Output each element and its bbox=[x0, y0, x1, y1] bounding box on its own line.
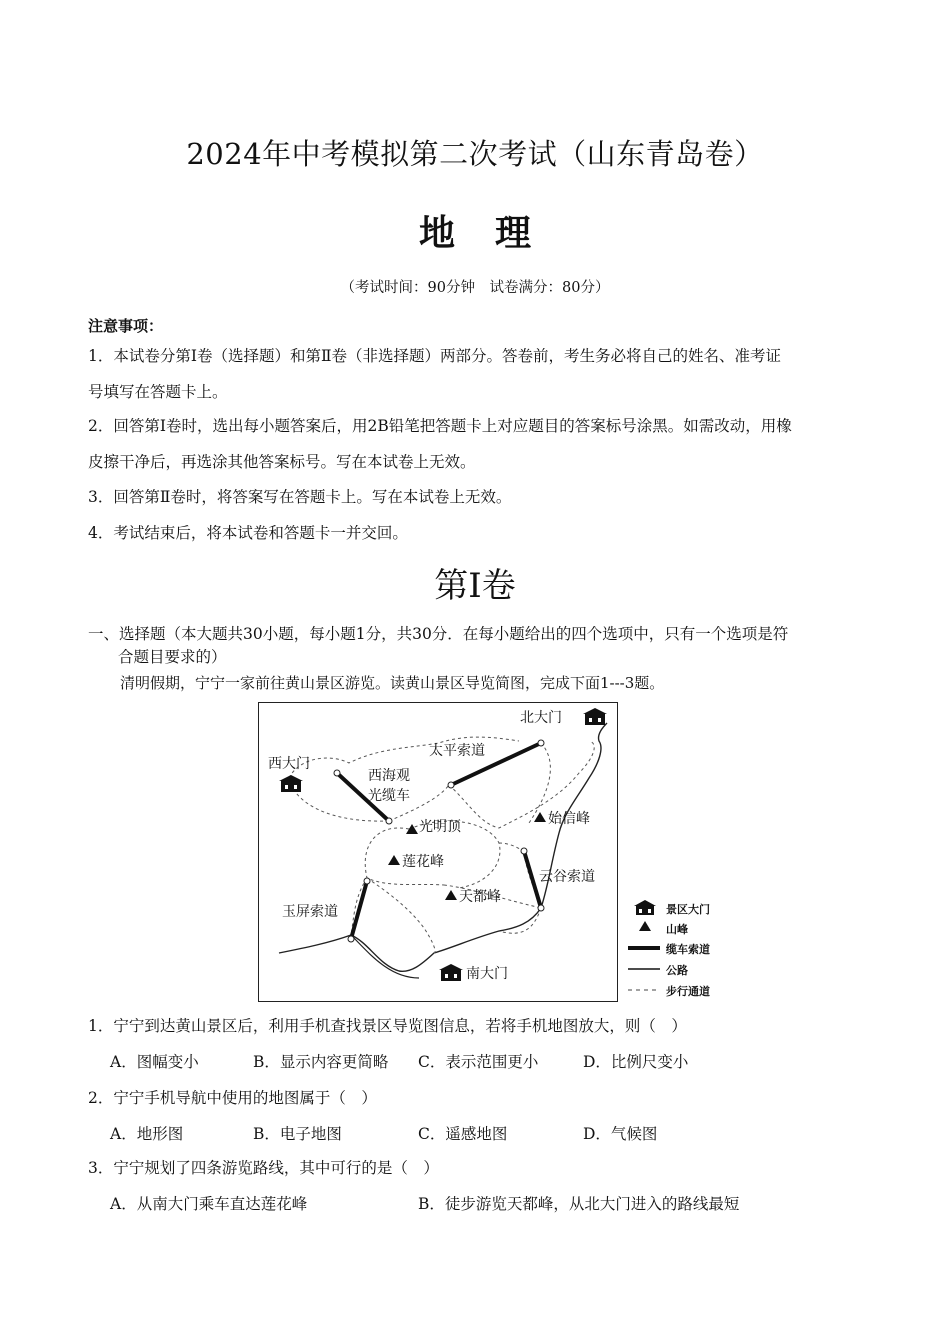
peak-icon bbox=[534, 812, 546, 822]
label-south-gate: 南大门 bbox=[466, 966, 508, 982]
label-yungu: 云谷索道 bbox=[539, 869, 595, 885]
section-heading-line1: 一、选择题（本大题共30小题，每小题1分，共30分．在每小题给出的四个选项中，只有一个选项是符 bbox=[88, 625, 789, 643]
notice-item-2-cont: 皮擦干净后，再选涂其他答案标号。写在本试卷上无效。 bbox=[88, 453, 476, 471]
gate-icon bbox=[634, 900, 656, 915]
map-legend bbox=[622, 895, 732, 1005]
peak-icon bbox=[445, 890, 457, 900]
notice-item-1: 1．本试卷分第Ⅰ卷（选择题）和第Ⅱ卷（非选择题）两部分。答卷前，考生务必将自己的姓名、准考证 bbox=[88, 347, 782, 365]
legend-cableway: 缆车索道 bbox=[666, 943, 710, 956]
question-2: 2．宁宁手机导航中使用的地图属于（ ） bbox=[88, 1089, 377, 1107]
notice-item-1-cont: 号填写在答题卡上。 bbox=[88, 383, 228, 401]
legend-gate: 景区大门 bbox=[666, 903, 710, 916]
q3-option-a[interactable]: A．从南大门乘车直达莲花峰 bbox=[110, 1195, 308, 1213]
label-lianhuafeng: 莲花峰 bbox=[402, 854, 444, 870]
legend-trail: 步行通道 bbox=[666, 985, 710, 998]
label-tiandufeng: 天都峰 bbox=[459, 889, 501, 905]
q2-option-a[interactable]: A．地形图 bbox=[110, 1125, 184, 1143]
notice-heading: 注意事项： bbox=[88, 317, 164, 335]
label-taiping: 太平索道 bbox=[429, 743, 485, 759]
q1-option-d[interactable]: D．比例尺变小 bbox=[583, 1053, 689, 1071]
q1-option-c[interactable]: C．表示范围更小 bbox=[418, 1053, 539, 1071]
label-xihai-1: 西海观 bbox=[368, 768, 410, 784]
notice-item-2: 2．回答第Ⅰ卷时，选出每小题答案后，用2B铅笔把答题卡上对应题目的答案标号涂黑。如需改动，用橡 bbox=[88, 417, 792, 435]
map-canvas bbox=[259, 703, 617, 1001]
section-heading bbox=[88, 623, 868, 669]
gate-icon bbox=[583, 708, 607, 725]
q1-option-b[interactable]: B．显示内容更简略 bbox=[253, 1053, 389, 1071]
q2-option-b[interactable]: B．电子地图 bbox=[253, 1125, 342, 1143]
question-1: 1．宁宁到达黄山景区后，利用手机查找景区导览图信息，若将手机地图放大，则（ ） bbox=[88, 1017, 687, 1035]
label-north-gate: 北大门 bbox=[520, 710, 562, 726]
gate-icon bbox=[439, 964, 463, 981]
volume-title: 第Ⅰ卷 bbox=[434, 566, 516, 606]
exam-title: 2024年中考模拟第二次考试（山东青岛卷） bbox=[186, 137, 764, 171]
q3-option-b[interactable]: B．徒步游览天都峰，从北大门进入的路线最短 bbox=[418, 1195, 740, 1213]
label-yuping: 玉屏索道 bbox=[282, 904, 338, 920]
section-heading-line2: 合题目要求的） bbox=[118, 648, 227, 666]
cableway-yuping bbox=[351, 881, 367, 939]
question-3: 3．宁宁规划了四条游览路线，其中可行的是（ ） bbox=[88, 1159, 439, 1177]
label-guangmingding: 光明顶 bbox=[419, 819, 461, 835]
peak-icon bbox=[639, 921, 651, 931]
legend-peak: 山峰 bbox=[666, 923, 688, 936]
peak-icon bbox=[388, 855, 400, 865]
cableway-stations bbox=[334, 740, 544, 942]
huangshan-map bbox=[258, 702, 618, 1002]
trail-lines bbox=[289, 737, 594, 953]
label-xihai-2: 光缆车 bbox=[368, 788, 410, 804]
q2-option-c[interactable]: C．遥感地图 bbox=[418, 1125, 508, 1143]
legend-road: 公路 bbox=[666, 964, 688, 977]
q2-option-d[interactable]: D．气候图 bbox=[583, 1125, 658, 1143]
notice-item-3: 3．回答第Ⅱ卷时，将答案写在答题卡上。写在本试卷上无效。 bbox=[88, 488, 512, 506]
road-line bbox=[279, 723, 607, 971]
q1-option-a[interactable]: A．图幅变小 bbox=[110, 1053, 199, 1071]
exam-info: （考试时间：90分钟 试卷满分：80分） bbox=[340, 280, 610, 296]
notice-item-4: 4．考试结束后，将本试卷和答题卡一并交回。 bbox=[88, 524, 408, 542]
question-intro: 清明假期，宁宁一家前往黄山景区游览。读黄山景区导览简图，完成下面1---3题。 bbox=[120, 674, 665, 692]
label-shixinfeng: 始信峰 bbox=[548, 811, 590, 827]
subject-title: 地理 bbox=[418, 212, 571, 254]
label-west-gate: 西大门 bbox=[268, 756, 310, 772]
gate-icon bbox=[279, 775, 303, 792]
